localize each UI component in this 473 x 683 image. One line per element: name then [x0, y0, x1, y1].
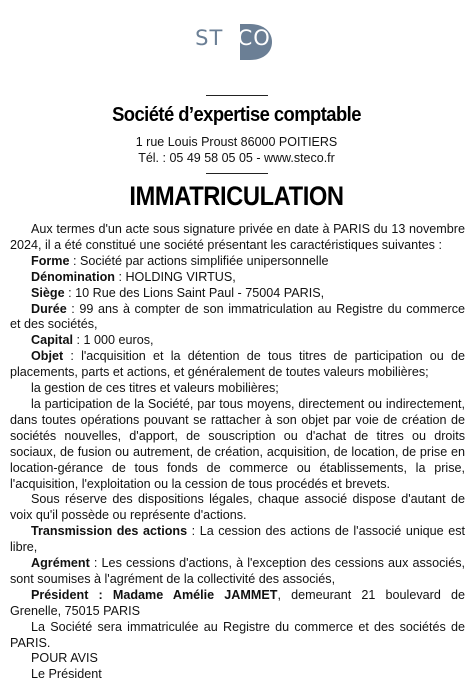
top-divider: [206, 95, 268, 96]
transmission-line: [10, 524, 465, 556]
logo-text-st: ST: [195, 26, 224, 50]
capital-label: Capital: [31, 333, 73, 348]
pour-avis-line: POUR AVIS: [31, 651, 98, 666]
capital-value: : 1 000 euros,: [73, 333, 154, 348]
duree-line: [10, 302, 465, 334]
firm-address: 1 rue Louis Proust 86000 POITIERS: [135, 135, 338, 149]
capital-line: [10, 333, 465, 349]
siege-label: Siège: [31, 285, 65, 300]
siege-value: : 10 Rue des Lions Saint Paul - 75004 PARIS,: [64, 285, 325, 300]
president-value: , demeurant 21 boulevard de Grenelle, 75015 PARIS: [10, 587, 465, 618]
forme-line: [10, 254, 465, 270]
agrement-value: : Les cessions d'actions, à l'exception des cessions aux associés, sont soumises à l'agrément de la collectivité des associés,: [10, 556, 465, 586]
middle-divider: [206, 173, 268, 174]
transmission-value: : La cession des actions de l'associé unique est libre,: [10, 524, 466, 555]
objet-label: Objet: [31, 349, 64, 364]
president-label: Président : Madame Amélie JAMMET: [31, 587, 278, 602]
siege-line: [10, 286, 465, 302]
agrement-label: Agrément: [31, 556, 90, 571]
firm-contact: Tél. : 05 49 58 05 05 - www.steco.fr: [138, 151, 335, 165]
denomination-value: : HOLDING VIRTUS,: [114, 269, 236, 284]
objet-value: : l'acquisition et la détention de tous titres de participation ou de placements, parts et actions, et généralement de toutes valeurs mobilières;: [10, 349, 465, 380]
steco-logo: [188, 20, 278, 64]
forme-value: : Société par actions simplifiée unipersonnelle: [69, 253, 329, 268]
objet-line-3: la participation de la Société, par tous moyens, directement ou indirectement, dans toutes opérations pouvant se rattacher à son objet par voie de création de sociétés nouvelles, d'apport, de souscription ou d'achat de titres ou droits sociaux, de fusion ou autrement, de création, acquisition, de location, de prise en location-gérance de tous fonds de commerce ou établissements, la prise, l'acquisition, l'exploitation ou la cession de tous procédés et brevets.: [10, 396, 465, 491]
logo-text-eco: ECO: [223, 26, 271, 50]
denomination-label: Dénomination: [31, 269, 115, 284]
duree-label: Durée: [31, 301, 67, 316]
notice-body: [10, 222, 465, 683]
registration-line: La Société sera immatriculée au Registre du commerce et des sociétés de PARIS.: [10, 619, 465, 650]
forme-label: Forme: [31, 253, 70, 268]
duree-value: : 99 ans à compter de son immatriculation au Registre du commerce et des sociétés,: [10, 301, 465, 332]
agrement-line: [10, 556, 465, 588]
transmission-label: Transmission des actions: [31, 524, 188, 539]
signature-line: Le Président: [31, 667, 102, 682]
notice-heading: IMMATRICULATION: [129, 181, 344, 211]
president-line: [10, 588, 465, 620]
intro-paragraph: Aux termes d'un acte sous signature privée en date à PARIS du 13 novembre 2024, il a été constitué une société présentant les caractéristiques suivantes :: [10, 222, 465, 252]
objet-line-2: la gestion de ces titres et valeurs mobilières;: [31, 381, 279, 396]
dispositions-paragraph: Sous réserve des dispositions légales, chaque associé dispose d'autant de voix qu'il possède ou représente d'actions.: [10, 492, 465, 523]
objet-line: [10, 349, 465, 381]
denomination-line: [10, 270, 465, 286]
firm-title: Société d’expertise comptable: [112, 104, 361, 126]
logo-wordmark: [188, 26, 278, 50]
